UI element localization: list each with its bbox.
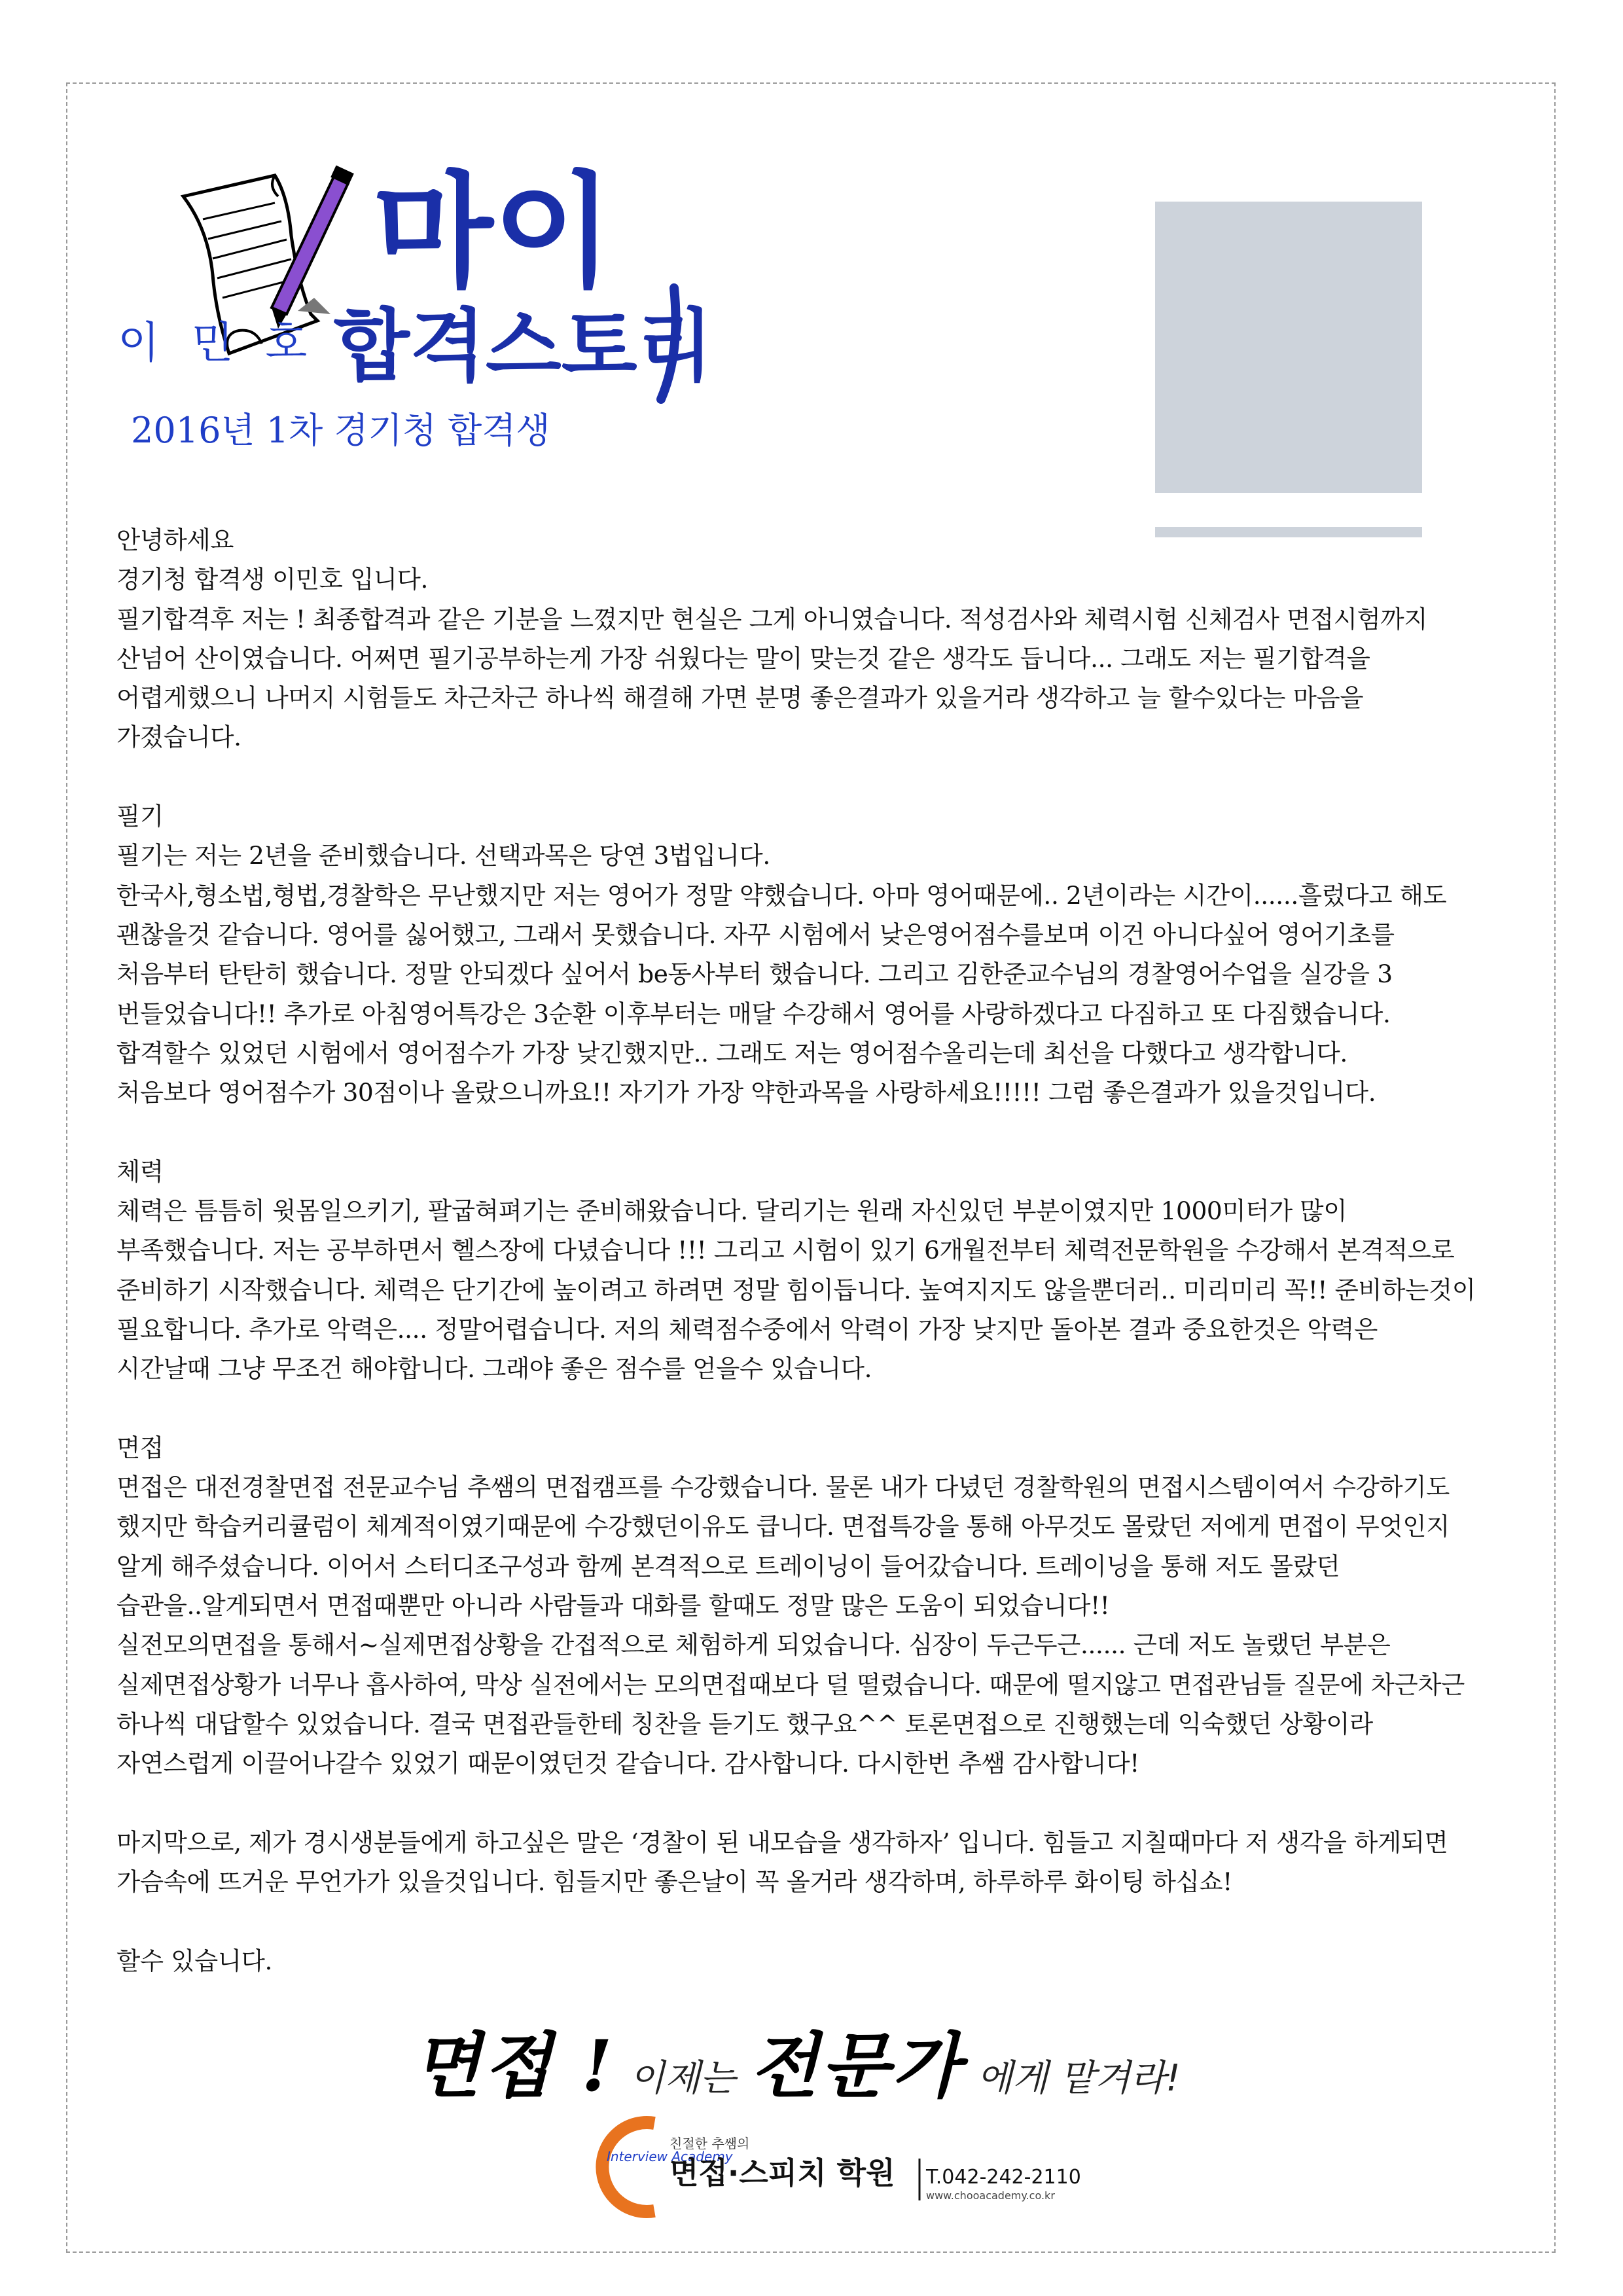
section-closing	[116, 1823, 1563, 1902]
text-line: 경기청 합격생 이민호 입니다.	[116, 565, 428, 594]
slogan-part4: 에게 맡겨라!	[976, 2057, 1181, 2100]
academy-name: 면접·스피치 학원	[669, 2155, 895, 2191]
logo-text-line1: 마이	[373, 158, 614, 304]
section-physical	[116, 1152, 1563, 1389]
text-line: 안녕하세요	[116, 526, 234, 554]
text-line: 괜찮을것 같습니다. 영어를 싫어했고, 그래서 못했습니다. 자꾸 시험에서 낮은영어점수를보며 이건 아니다싶어 영어기초를	[116, 920, 1395, 949]
text-line: 하나씩 대답할수 있었습니다. 결국 면접관들한테 칭찬을 듣기도 했구요^^ 토론면접으로 진행했는데 익숙했던 상황이라	[116, 1709, 1373, 1738]
academy-website: www.chooacademy.co.kr	[926, 2189, 1055, 2202]
text-line: 실제면접상황가 너무나 흡사하여, 막상 실전에서는 모의면접때보다 덜 떨렸습니다. 때문에 떨지않고 면접관님들 질문에 차근차근	[116, 1670, 1465, 1699]
academy-phone: T.042-242-2110	[926, 2166, 1081, 2189]
academy-logo	[592, 2118, 1081, 2216]
text-line: 산넘어 산이였습니다. 어쩌면 필기공부하는게 가장 쉬웠다는 말이 맞는것 같은 생각도 듭니다... 그래도 저는 필기합격을	[116, 643, 1370, 673]
text-line: 필기합격후 저는 ! 최종합격과 같은 기분을 느꼈지만 현실은 그게 아니였습니다. 적성검사와 체력시험 신체검사 면접시험까지	[116, 604, 1428, 634]
text-line: 준비하기 시작했습니다. 체력은 단기간에 높이려고 하려면 정말 힘이듭니다. 높여지지도 않을뿐더러.. 미리미리 꼭!! 준비하는것이	[116, 1275, 1476, 1304]
slogan-part1: 면접 !	[412, 2025, 615, 2108]
text-line: 실전모의면접을 통해서~실제면접상황을 간접적으로 체험하게 되었습니다. 심장이 두근두근...... 근데 저도 놀랬던 부분은	[116, 1630, 1391, 1660]
signoff: 할수 있습니다.	[116, 1946, 272, 1975]
slogan-part2: 이제는	[629, 2057, 736, 2100]
text-line: 알게 해주셨습니다. 이어서 스터디조구성과 함께 본격적으로 트레이닝이 들어갔습니다. 트레이닝을 통해 저도 몰랐던	[116, 1551, 1340, 1581]
text-line: 처음보다 영어점수가 30점이나 올랐으니까요!! 자기가 가장 약한과목을 사랑하세요!!!!! 그럼 좋은결과가 있을것입니다.	[116, 1078, 1376, 1107]
slogan	[412, 2009, 1263, 2108]
text-line: 처음부터 탄탄히 했습니다. 정말 안되겠다 싶어서 be동사부터 했습니다. 그리고 김한준교수님의 경찰영어수업을 실강을 3	[116, 960, 1393, 989]
academy-emblem-text: Interview Academy	[607, 2149, 733, 2164]
text-line: 한국사,형소법,형법,경찰학은 무난했지만 저는 영어가 정말 약했습니다. 아마 영어때문에.. 2년이라는 시간이......흘렀다고 해도	[116, 880, 1447, 910]
section-heading: 필기	[116, 802, 164, 831]
text-line: 어렵게했으니 나머지 시험들도 차근차근 하나씩 해결해 가면 분명 좋은결과가 있을거라 생각하고 늘 할수있다는 마음을	[116, 683, 1364, 713]
story-body	[116, 520, 1563, 1981]
text-line: 가졌습니다.	[116, 723, 241, 752]
text-line: 부족했습니다. 저는 공부하면서 헬스장에 다녔습니다 !!! 그리고 시험이 있기 6개월전부터 체력전문학원을 수강해서 본격적으로	[116, 1236, 1455, 1265]
text-line: 면접은 대전경찰면접 전문교수님 추쌤의 면접캠프를 수강했습니다. 물론 내가 다녔던 경찰학원의 면접시스템이여서 수강하기도	[116, 1473, 1450, 1502]
text-line: 습관을..알게되면서 면접때뿐만 아니라 사람들과 대화를 할때도 정말 많은 도움이 되었습니다!!	[116, 1591, 1110, 1621]
text-line: 가슴속에 뜨거운 무언가가 있을것입니다. 힘들지만 좋은날이 꼭 올거라 생각하며, 하루하루 화이팅 하십쇼!	[116, 1867, 1232, 1897]
photo-placeholder	[1155, 202, 1422, 493]
text-line: 했지만 학습커리큘럼이 체계적이였기때문에 수강했던이유도 큽니다. 면접특강을 통해 아무것도 몰랐던 저에게 면접이 무엇인지	[116, 1512, 1450, 1541]
section-heading: 면접	[116, 1433, 164, 1462]
logo-text-line2: 합격스토리	[334, 300, 713, 392]
text-line: 시간날때 그냥 무조건 해야합니다. 그래야 좋은 점수를 얻을수 있습니다.	[116, 1354, 872, 1384]
section-interview	[116, 1428, 1563, 1784]
slogan-part3: 전문가	[749, 2025, 963, 2108]
text-line: 자연스럽게 이끌어나갈수 있었기 때문이였던것 같습니다. 감사합니다. 다시한번 추쌤 감사합니다!	[116, 1749, 1139, 1778]
academy-tagline: 친절한 추쌤의	[669, 2136, 750, 2151]
text-line: 합격할수 있었던 시험에서 영어점수가 가장 낮긴했지만.. 그래도 저는 영어점수올리는데 최선을 다했다고 생각합니다.	[116, 1038, 1347, 1067]
text-line: 마지막으로, 제가 경시생분들에게 하고싶은 말은 ‘경찰이 된 내모습을 생각하자’ 입니다. 힘들고 지칠때마다 저 생각을 하게되면	[116, 1827, 1448, 1857]
section-intro	[116, 520, 1563, 757]
section-heading: 체력	[116, 1157, 164, 1186]
text-line: 체력은 틈틈히 윗몸일으키기, 팔굽혀펴기는 준비해왔습니다. 달리기는 원래 자신있던 부분이였지만 1000미터가 많이	[116, 1196, 1347, 1226]
text-line: 번들었습니다!! 추가로 아침영어특강은 3순환 이후부터는 매달 수강해서 영어를 사랑하겠다고 다짐하고 또 다짐했습니다.	[116, 999, 1391, 1028]
author-name: 이 민 호	[118, 317, 317, 368]
text-line: 필기는 저는 2년을 준비했습니다. 선택과목은 당연 3법입니다.	[116, 841, 770, 870]
text-line: 필요합니다. 추가로 악력은.... 정말어렵습니다. 저의 체력점수중에서 악력이 가장 낮지만 돌아본 결과 중요한것은 악력은	[116, 1314, 1378, 1344]
section-written	[116, 797, 1563, 1112]
subtitle: 2016년 1차 경기청 합격생	[131, 410, 550, 451]
